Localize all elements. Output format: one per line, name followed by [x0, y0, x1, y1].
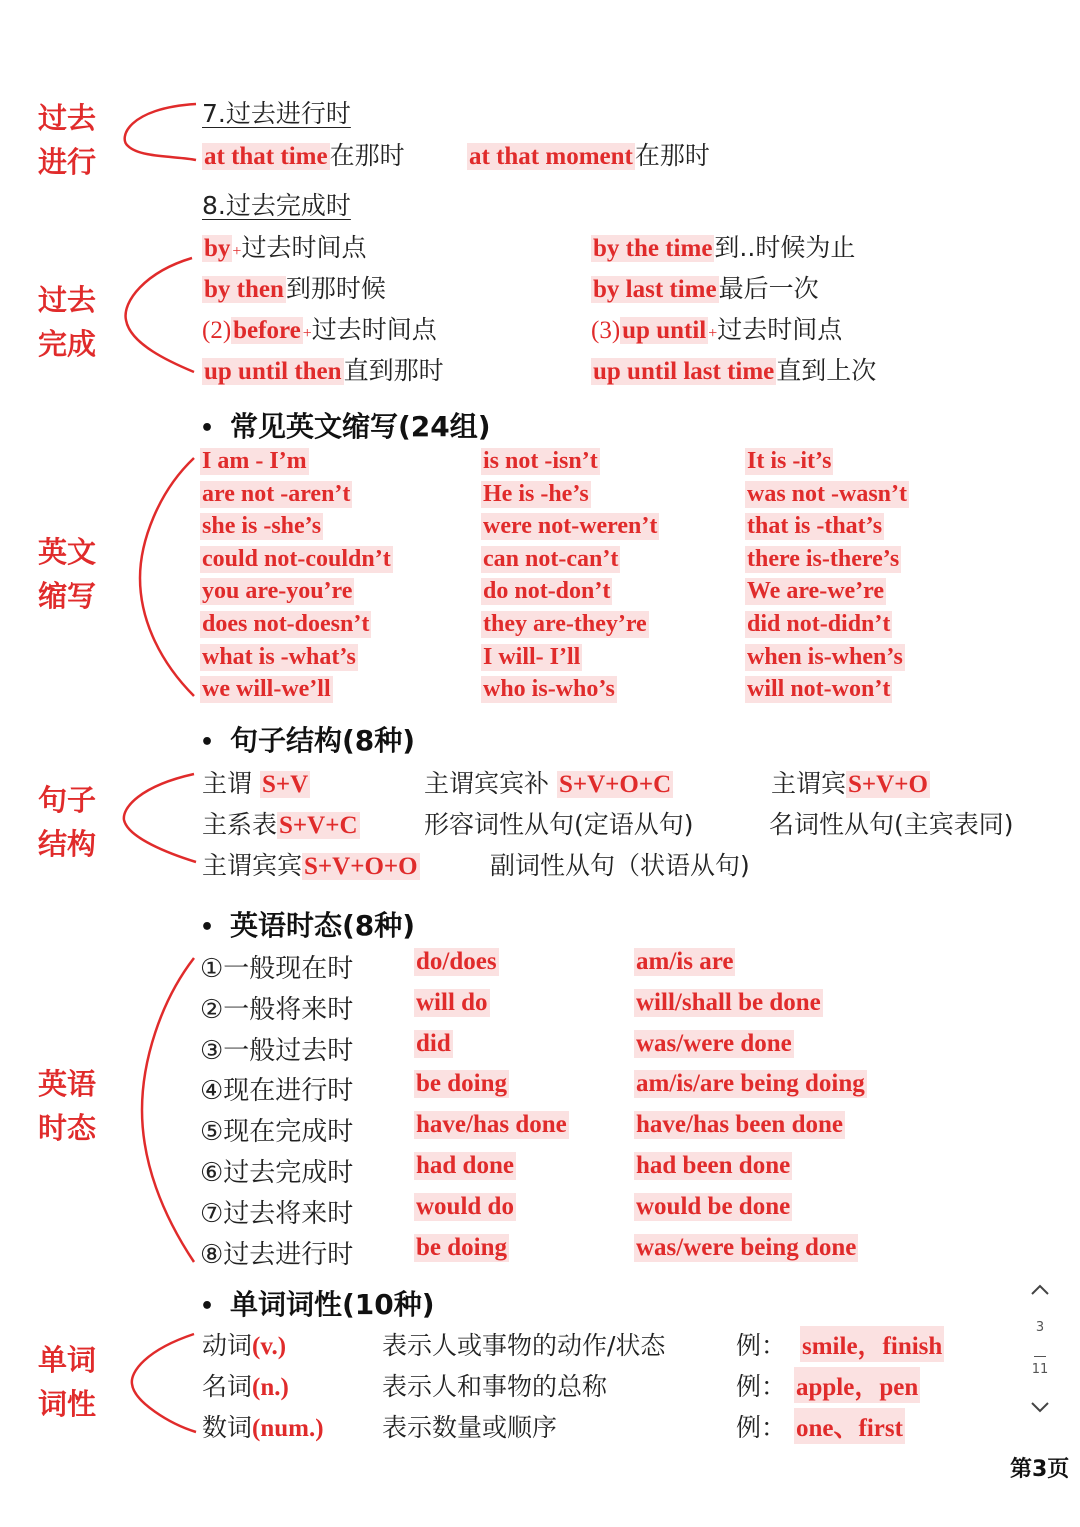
phrase-number: (2)	[202, 317, 232, 344]
abbr-heading	[200, 405, 491, 445]
pos-name: 名词	[202, 1372, 253, 1401]
phrase-english: by	[204, 235, 231, 262]
abbreviation-item: could not-couldn’t	[202, 545, 391, 572]
plus-sign: +	[302, 325, 312, 342]
past-perfect-phrase	[591, 228, 855, 264]
bullet-icon: •	[200, 415, 215, 441]
phrase-chinese: 到那时候	[285, 274, 386, 303]
phrase-english: up until then	[204, 358, 342, 385]
structure-item	[202, 764, 310, 800]
plus-sign: +	[232, 243, 242, 260]
abbreviation-item: He is -he’s	[483, 480, 589, 507]
past-perfect-title: 8.过去完成时	[202, 191, 351, 220]
structure-formula: S+V+O+O	[304, 853, 418, 880]
pos-example: smile，finish	[800, 1326, 944, 1362]
pos-name: 动词	[202, 1331, 253, 1360]
phrase-number: (3)	[591, 317, 621, 344]
pos-description: 表示人和事物的总称	[382, 1372, 608, 1401]
structure-name: 主谓	[202, 769, 260, 798]
label-line-1: 过去	[38, 101, 97, 135]
label-line-2: 结构	[38, 827, 97, 861]
tense-passive-form: was/were done	[636, 1029, 792, 1057]
tense-name: ⑥过去完成时	[200, 1158, 354, 1188]
tense-name: ⑤现在完成时	[200, 1117, 354, 1148]
abbreviation-item: did not-didn’t	[747, 611, 891, 637]
abbreviation-item: are not -aren’t	[202, 480, 351, 507]
label-line-1: 单词	[38, 1343, 97, 1377]
structure-name: 主谓宾宾	[202, 851, 303, 880]
past-progressive-title: 7.过去进行时	[202, 99, 351, 128]
label-line-1: 句子	[38, 783, 97, 817]
structure-name: 主系表	[202, 810, 278, 839]
structure-item	[424, 805, 694, 841]
abbreviation-item: It is -it’s	[747, 448, 832, 474]
page-navigator	[1012, 1270, 1068, 1440]
abbreviation-item: what is -what’s	[202, 643, 356, 670]
pp-phrase-1-en: at that time	[204, 143, 328, 170]
structure-name: 副词性从句（状语从句)	[490, 851, 750, 880]
tense-active-form: did	[416, 1029, 451, 1057]
bullet-icon: •	[200, 729, 215, 755]
structure-item	[490, 846, 750, 882]
phrase-chinese: 最后一次	[718, 274, 819, 303]
abbreviation-item: were not-weren’t	[483, 513, 658, 540]
pp-phrase-2-cn: 在那时	[634, 141, 710, 170]
tense-passive-form: am/is/are being doing	[636, 1070, 865, 1098]
abbreviation-item: she is -she’s	[202, 513, 322, 540]
pp-phrase-2	[467, 136, 710, 172]
structure-formula: S+V+C	[279, 812, 358, 839]
past-perfect-phrase	[591, 310, 842, 346]
structure-formula: S+V+O+C	[558, 771, 672, 798]
pp-phrase-2-en: at that moment	[469, 143, 633, 170]
phrase-english: up until	[622, 317, 707, 344]
pos-term	[202, 1367, 289, 1403]
abbreviation-item: will not-won’t	[747, 676, 891, 703]
label-line-1: 过去	[38, 283, 97, 317]
tense-active-form: be doing	[416, 1070, 508, 1098]
phrase-chinese: 过去时间点	[311, 315, 437, 344]
page-number: 第3页	[1010, 1457, 1070, 1482]
tense-active-form: do/does	[416, 948, 497, 975]
tense-name: ①一般现在时	[200, 954, 354, 984]
structure-formula: S+V+O	[848, 771, 928, 798]
abbreviation-item: you are-you’re	[202, 578, 353, 605]
structure-formula: S+V	[261, 771, 309, 798]
abbr-heading-text: 常见英文缩写(24组)	[230, 410, 491, 443]
structure-name: 主谓宾	[771, 769, 847, 798]
pos-example: one、first	[794, 1408, 905, 1444]
brace-tenses	[130, 952, 200, 1268]
structure-item	[202, 805, 360, 841]
past-perfect-phrase	[591, 351, 876, 387]
abbreviation-item: is not -isn’t	[483, 448, 598, 474]
tense-active-form: have/has done	[416, 1111, 567, 1139]
example-label: 例：	[736, 1331, 787, 1360]
tense-active-form: had done	[416, 1152, 514, 1179]
brace-abbreviations	[128, 452, 200, 702]
past-perfect-phrase	[202, 269, 386, 305]
phrase-english: by last time	[593, 276, 717, 303]
structure-item	[424, 764, 673, 800]
example-label: 例：	[736, 1372, 787, 1401]
pos-name: 数词	[202, 1413, 253, 1442]
pos-description: 表示数量或顺序	[382, 1413, 558, 1442]
pos-abbreviation: (num.)	[252, 1415, 324, 1442]
abbreviation-item: do not-don’t	[483, 578, 611, 605]
plus-sign: +	[708, 325, 718, 342]
past-perfect-phrase	[202, 228, 366, 264]
abbreviation-item: there is-there’s	[747, 545, 900, 572]
tense-active-form: will do	[416, 988, 488, 1016]
tenses-heading-text: 英语时态(8种)	[230, 909, 416, 942]
structure-item	[771, 764, 930, 800]
abbreviation-item: I am - I’m	[202, 448, 307, 474]
pos-heading	[200, 1283, 435, 1323]
brace-parts-of-speech	[126, 1328, 200, 1438]
label-line-2: 进行	[38, 145, 97, 179]
bullet-icon: •	[200, 1293, 215, 1319]
structure-name: 主谓宾宾补	[424, 769, 557, 798]
tense-active-form: be doing	[416, 1233, 508, 1261]
pos-description: 表示人或事物的动作/状态	[382, 1331, 666, 1360]
pos-abbreviation: (n.)	[252, 1374, 289, 1401]
phrase-english: by the time	[593, 235, 713, 262]
phrase-chinese: 过去时间点	[717, 315, 843, 344]
abbreviation-item: does not-doesn’t	[202, 611, 370, 637]
phrase-chinese: 过去时间点	[241, 233, 367, 262]
chevron-up-icon[interactable]	[1030, 1282, 1050, 1296]
tense-name: ⑦过去将来时	[200, 1198, 354, 1229]
phrase-english: by then	[204, 276, 284, 303]
label-line-1: 英文	[38, 535, 97, 569]
past-perfect-phrase	[202, 310, 437, 346]
chevron-down-icon[interactable]	[1030, 1400, 1050, 1414]
label-sentence-structure	[38, 778, 108, 866]
tense-passive-form: am/is are	[636, 948, 734, 975]
pager-current: 3	[1035, 1320, 1045, 1335]
abbreviation-item: when is-when’s	[747, 643, 903, 670]
abbreviation-item: they are-they’re	[483, 611, 647, 637]
tense-passive-form: have/has been done	[636, 1111, 843, 1139]
structure-item	[202, 846, 420, 882]
pos-heading-text: 单词词性(10种)	[230, 1288, 435, 1321]
label-line-2: 缩写	[38, 579, 97, 613]
abbreviation-item: who is-who’s	[483, 676, 615, 703]
abbreviation-item: I will- I’ll	[483, 643, 581, 670]
pager-divider	[1034, 1356, 1046, 1357]
pp-phrase-1-cn: 在那时	[329, 141, 405, 170]
structure-heading	[200, 719, 415, 759]
pos-term	[202, 1408, 324, 1444]
tense-name: ④现在进行时	[200, 1076, 354, 1107]
tense-name: ⑧过去进行时	[200, 1239, 354, 1270]
abbreviation-item: was not -wasn’t	[747, 480, 908, 507]
pos-term	[202, 1326, 286, 1362]
abbreviation-item: we will-we’ll	[202, 676, 331, 703]
structure-name: 形容词性从句(定语从句)	[424, 810, 694, 839]
structure-heading-text: 句子结构(8种)	[230, 724, 416, 757]
label-parts-of-speech	[38, 1338, 108, 1426]
label-line-2: 词性	[38, 1387, 97, 1421]
label-line-2: 时态	[38, 1111, 97, 1145]
past-perfect-phrase	[591, 269, 819, 305]
phrase-chinese: 直到那时	[343, 356, 444, 385]
label-tenses	[38, 1062, 108, 1150]
tense-passive-form: was/were being done	[636, 1233, 857, 1261]
tenses-heading	[200, 904, 415, 944]
abbreviation-item: that is -that’s	[747, 513, 883, 540]
phrase-english: before	[233, 317, 301, 344]
brace-past-progressive	[118, 98, 200, 168]
pos-abbreviation: (v.)	[252, 1333, 287, 1360]
structure-name: 名词性从句(主宾表同)	[769, 810, 1014, 839]
tense-passive-form: would be done	[636, 1192, 791, 1220]
phrase-chinese: 到..时候为止	[714, 233, 856, 262]
bullet-icon: •	[200, 914, 215, 940]
phrase-chinese: 直到上次	[776, 356, 877, 385]
phrase-english: up until last time	[593, 358, 775, 385]
structure-item	[769, 805, 1014, 841]
pager-total: 11	[1031, 1362, 1049, 1377]
pp-phrase-1	[202, 136, 405, 172]
label-abbreviations	[38, 530, 108, 618]
past-perfect-phrase	[202, 351, 444, 387]
label-line-1: 英语	[38, 1067, 97, 1101]
label-past-progressive	[38, 96, 108, 184]
abbreviation-item: We are-we’re	[747, 578, 885, 605]
label-line-2: 完成	[38, 327, 97, 361]
tense-name: ②一般将来时	[200, 994, 354, 1025]
brace-sentence-structure	[120, 768, 200, 868]
brace-past-perfect	[120, 252, 200, 377]
abbreviation-item: can not-can’t	[483, 545, 619, 572]
tense-passive-form: had been done	[636, 1152, 791, 1179]
tense-active-form: would do	[416, 1192, 514, 1220]
example-label: 例：	[736, 1413, 787, 1442]
pos-example: apple，pen	[794, 1367, 920, 1403]
tense-passive-form: will/shall be done	[636, 988, 821, 1016]
tense-name: ③一般过去时	[200, 1035, 354, 1066]
label-past-perfect	[38, 278, 108, 366]
